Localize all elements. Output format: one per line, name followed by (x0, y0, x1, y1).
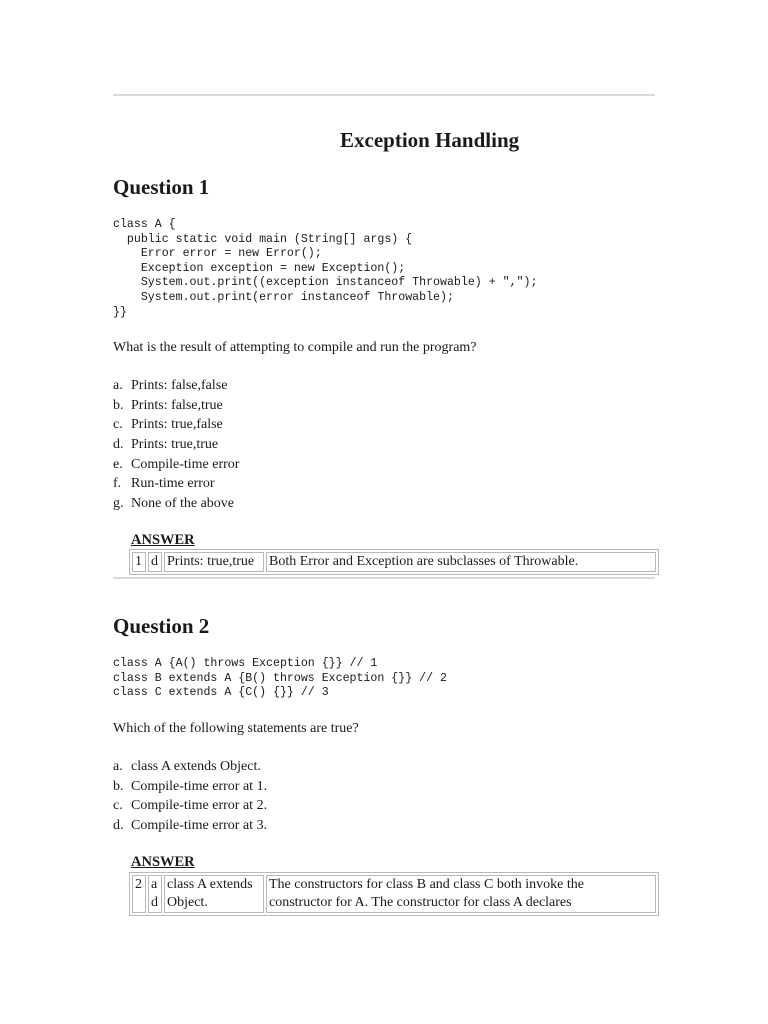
option-letter: d. (113, 818, 124, 834)
question-2-code: class A {A() throws Exception {}} // 1 class B extends A {B() throws Exception {}} // 2 class C extends A {C() {}} // 3 (113, 657, 447, 700)
answer-explanation-line: The constructors for class B and class C both invoke the (269, 877, 584, 892)
option-g (113, 494, 239, 514)
option-text: Prints: true,true (131, 437, 219, 453)
answer-choice-line: class A extends (167, 877, 253, 892)
option-letter: d. (113, 437, 124, 453)
option-text: None of the above (131, 496, 235, 512)
option-letter: b. (113, 778, 124, 794)
answer-choice (164, 875, 264, 913)
option-d (113, 435, 239, 455)
option-text: Compile-time error (131, 456, 240, 472)
answer-key: d (148, 552, 162, 572)
option-text: class A extends Object. (131, 759, 261, 774)
option-letter: b. (113, 397, 124, 413)
option-text: Compile-time error at 1. (131, 778, 268, 794)
option-letter: a. (113, 378, 123, 393)
question-2-prompt: Which of the following statements are true? (113, 721, 359, 736)
question-2-answer-label: ANSWER (131, 854, 195, 870)
answer-key-line: a (151, 877, 158, 892)
section-divider (113, 577, 655, 579)
option-letter: c. (113, 798, 123, 814)
option-text: Prints: false,true (131, 397, 223, 413)
answer-key-line: d (151, 895, 158, 910)
option-text: Prints: false,false (131, 378, 228, 393)
answer-choice-line: Object. (167, 895, 208, 910)
option-b (113, 396, 239, 416)
option-c (113, 415, 239, 435)
option-letter: a. (113, 759, 123, 774)
option-text: Compile-time error at 3. (131, 818, 268, 834)
option-a (113, 376, 239, 396)
answer-key (148, 875, 162, 913)
option-letter: g. (113, 496, 124, 512)
page-title: Exception Handling (340, 128, 520, 152)
option-text: Run-time error (131, 476, 215, 492)
question-2-options (113, 757, 267, 836)
option-text: Compile-time error at 2. (131, 798, 268, 814)
answer-explanation-line: constructor for A. The constructor for class A declares (269, 895, 572, 910)
option-d (113, 816, 267, 836)
option-a (113, 757, 267, 777)
question-1-heading: Question 1 (113, 175, 210, 199)
question-1-options (113, 376, 239, 514)
option-letter: c. (113, 417, 123, 433)
question-2-heading: Question 2 (113, 614, 210, 638)
option-b (113, 777, 267, 797)
answer-explanation: Both Error and Exception are subclasses of Throwable. (266, 552, 656, 572)
question-1-prompt: What is the result of attempting to compile and run the program? (113, 340, 477, 355)
top-divider (113, 94, 655, 96)
answer-explanation (266, 875, 656, 913)
option-text: Prints: true,false (131, 417, 223, 433)
answer-choice: Prints: true,true (164, 552, 264, 572)
option-letter: f. (113, 476, 122, 492)
answer-row (132, 552, 656, 572)
option-e (113, 455, 239, 475)
answer-number: 2 (132, 875, 146, 913)
option-c (113, 796, 267, 816)
question-1-answer-label: ANSWER (131, 532, 195, 548)
question-2-answer-table (129, 872, 659, 916)
answer-number: 1 (132, 552, 146, 572)
question-1-answer-table (129, 549, 659, 575)
question-1-code: class A { public static void main (String[] args) { Error error = new Error(); Exception exception = new Exception(); System.out.print((exception instanceof Throwable) + ","); System.out.print(error instanceof Throwable); }} (113, 218, 538, 319)
option-letter: e. (113, 456, 123, 472)
answer-row (132, 875, 656, 913)
option-f (113, 474, 239, 494)
